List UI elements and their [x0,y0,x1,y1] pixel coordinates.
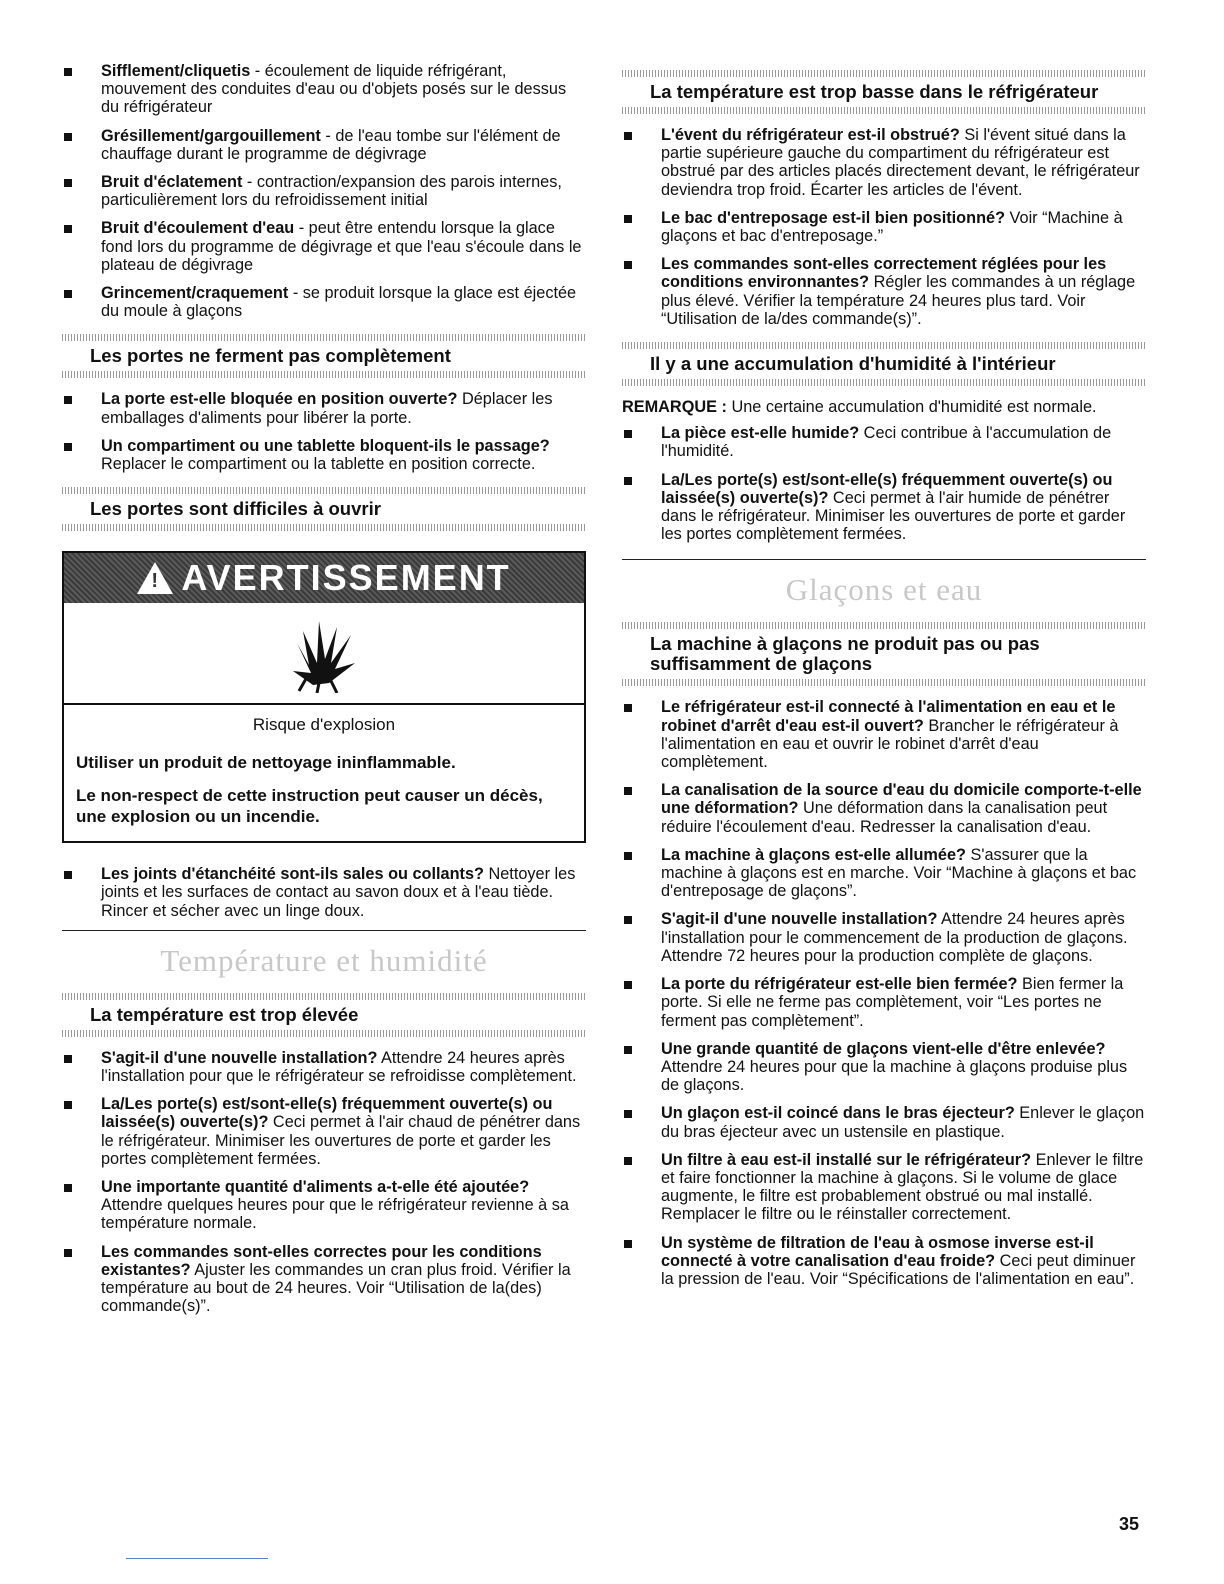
temp-low-list [622,126,1146,328]
warning-header [64,553,584,603]
item-question: S'agit-il d'une nouvelle installation? [661,910,938,929]
topic-header-temperature [62,930,586,979]
item-question: S'agit-il d'une nouvelle installation? [101,1048,378,1067]
list-item [622,424,1146,460]
list-item [622,1104,1146,1140]
section-header-doors-not-close [62,334,586,378]
item-answer: Régler les commandes à un réglage plus élevé. Vérifier la température 24 heures plus tard. Voir “Utilisation de la/des commande(s)”. [661,273,1136,328]
item-question: La porte du réfrigérateur est-elle bien fermée? [661,975,1018,994]
list-item [62,437,586,473]
section-title: Les portes sont difficiles à ouvrir [90,498,381,520]
item-question: Le réfrigérateur est-il connecté à l'alimentation en eau et le robinet d'arrêt d'eau est-il ouvert? [661,698,1116,735]
warning-triangle-icon: ! [137,562,173,594]
warning-consequence: Le non-respect de cette instruction peut causer un décès, une explosion ou un incendie. [76,786,543,827]
list-item [622,1151,1146,1224]
noise-list [62,62,586,320]
warning-box [62,551,586,843]
list-item [62,219,586,274]
section-header-temp-high [62,993,586,1037]
item-question: Grésillement/gargouillement [101,126,321,145]
humidity-note [622,398,1146,416]
list-item [622,255,1146,328]
item-question: Les joints d'étanchéité sont-ils sales ou collants? [101,865,484,884]
list-item [622,1040,1146,1095]
item-answer: Ceci permet à l'air chaud de pénétrer dans le réfrigérateur. Minimiser les ouvertures de porte et garder les portes complètement fermées. [101,1113,581,1168]
right-column [622,62,1146,1298]
list-item [622,910,1146,965]
item-question: Une grande quantité de glaçons vient-elle d'être enlevée? [661,1039,1106,1058]
humidity-list [622,424,1146,543]
item-question: Sifflement/cliquetis [101,62,251,80]
item-question: La canalisation de la source d'eau du domicile comporte-t-elle une déformation? [661,781,1142,818]
section-header-humidity [622,342,1146,386]
list-item [622,698,1146,771]
list-item [62,1243,586,1316]
note-text: Une certaine accumulation d'humidité est normale. [726,398,1097,417]
item-answer: Une déformation dans la canalisation peut réduire l'écoulement d'eau. Redresser la canalisation d'eau. [661,799,1108,836]
section-title: La température est trop élevée [90,1003,359,1025]
topic-header-ice [622,559,1146,608]
item-answer: Attendre quelques heures pour que le réfrigérateur revienne à sa température normale. [101,1196,569,1233]
item-question: L'évent du réfrigérateur est-il obstrué? [661,126,960,144]
section-title: Il y a une accumulation d'humidité à l'intérieur [650,353,1056,375]
item-answer: Attendre 24 heures après l'installation pour le commencement de la production de glaçons. Attendre 72 heures pour la production complète de glaçons. [661,910,1128,965]
section-header-ice [622,622,1146,686]
item-answer: - peut être entendu lorsque la glace fond lors du programme de dégivrage et que l'eau s'écoule dans le plateau de dégivrage [101,219,582,274]
list-item [62,127,586,163]
note-label: REMARQUE : [622,398,727,417]
item-answer: Ajuster les commandes un cran plus froid. Vérifier la température au bout de 24 heures. Voir “Utilisation de la(des) commande(s)”. [101,1260,571,1316]
item-answer: Si l'évent situé dans la partie supérieure gauche du compartiment du réfrigérateur est obstrué par des articles placés directement devant, le réfrigérateur deviendra trop froid. Écarter les articles de l'évent. [661,126,1140,199]
list-item [622,471,1146,544]
doors-not-close-list [62,390,586,473]
item-answer: Bien fermer la porte. Si elle ne ferme pas complètement, voir “Les portes ne ferment pas complètement”. [661,975,1124,1030]
list-item [62,1095,586,1168]
item-question: Bruit d'éclatement [101,173,243,192]
item-question: La pièce est-elle humide? [661,424,860,443]
item-answer: Attendre 24 heures après l'installation pour que le réfrigérateur se refroidisse complètement. [101,1048,577,1086]
item-question: Les commandes sont-elles correctes pour les conditions existantes? [101,1242,542,1279]
item-answer: Enlever le filtre et faire fonctionner la machine à glaçons. Si le volume de glace augmente, le filtre est probablement obstrué ou mal installé. Remplacer le filtre ou le réinstaller correctement. [661,1150,1144,1224]
item-question: La/Les porte(s) est/sont-elle(s) fréquemment ouverte(s) ou laissée(s) ouverte(s)? [661,470,1113,507]
list-item [62,284,586,320]
item-answer: Nettoyer les joints et les surfaces de contact au savon doux et à l'eau tiède. Rincer et sécher avec un linge doux. [101,865,576,920]
list-item [62,173,586,209]
item-answer: Ceci contribue à l'accumulation de l'humidité. [661,424,1112,461]
item-answer: Attendre 24 heures pour que la machine à glaçons produise plus de glaçons. [661,1057,1128,1095]
section-header-doors-hard [62,487,586,531]
item-answer: - écoulement de liquide réfrigérant, mouvement des conduites d'eau ou d'objets posés sur le dessus du réfrigérateur [101,62,567,117]
warning-pictogram [64,603,584,705]
section-title: Les portes ne ferment pas complètement [90,345,451,367]
item-answer: Replacer le compartiment ou la tablette en position correcte. [101,455,536,474]
item-question: Bruit d'écoulement d'eau [101,219,295,238]
gaskets-list [62,865,586,920]
list-item [62,1178,586,1233]
item-question: Le bac d'entreposage est-il bien positionné? [661,208,1006,227]
item-question: Un système de filtration de l'eau à osmose inverse est-il connecté à votre canalisation d'eau froide? [661,1233,1094,1270]
list-item [622,781,1146,836]
section-header-temp-low [622,70,1146,114]
warning-title: AVERTISSEMENT [181,557,511,599]
item-answer: Ceci peut diminuer la pression de l'eau. Voir “Spécifications de l'alimentation en eau”. [661,1251,1136,1288]
left-column [62,62,586,1326]
warning-risk: Risque d'explosion [252,715,396,735]
list-item [622,846,1146,901]
page-number: 35 [1119,1514,1140,1534]
topic-title: Glaçons et eau [785,572,983,608]
item-answer: - contraction/expansion des parois internes, particulièrement lors du refroidissement initial [101,173,562,210]
list-item [622,1234,1146,1289]
item-answer: - se produit lorsque la glace est éjectée du moule à glaçons [101,284,577,321]
item-answer: Ceci permet à l'air humide de pénétrer dans le réfrigérateur. Minimiser les ouvertures de porte et garder les portes complètement fermées. [661,488,1126,544]
section-title: La température est trop basse dans le réfrigérateur [650,81,1099,102]
list-item [622,209,1146,245]
section-title: La machine à glaçons ne produit pas ou pas suffisamment de glaçons [650,633,1040,675]
item-question: Un glaçon est-il coincé dans le bras éjecteur? [661,1104,1015,1123]
list-item [622,126,1146,199]
footer-rule [126,1558,268,1559]
item-question: Un filtre à eau est-il installé sur le réfrigérateur? [661,1150,1032,1169]
ice-list [622,698,1146,1288]
item-answer: Brancher le réfrigérateur à l'alimentation en eau et ouvrir le robinet d'arrêt d'eau complètement. [661,716,1119,772]
item-question: Un compartiment ou une tablette bloquent-ils le passage? [101,436,550,455]
item-answer: - de l'eau tombe sur l'élément de chauffage durant le programme de dégivrage [101,126,561,163]
warning-instruction: Utiliser un produit de nettoyage ininflammable. [76,753,456,773]
topic-title: Température et humidité [160,942,488,978]
item-question: La machine à glaçons est-elle allumée? [661,845,966,864]
list-item [62,62,586,117]
item-question: Grincement/craquement [101,284,289,303]
item-answer: S'assurer que la machine à glaçons est en marche. Voir “Machine à glaçons et bac d'entreposage de glaçons”. [661,845,1137,901]
item-answer: Voir “Machine à glaçons et bac d'entreposage.” [661,208,1123,246]
warning-body [64,705,584,841]
item-question: La porte est-elle bloquée en position ouverte? [101,390,458,409]
item-question: Les commandes sont-elles correctement réglées pour les conditions environnantes? [661,255,1107,292]
item-answer: Enlever le glaçon du bras éjecteur avec un ustensile en plastique. [661,1104,1145,1141]
item-question: Une importante quantité d'aliments a-t-elle été ajoutée? [101,1178,530,1197]
temp-high-list [62,1049,586,1316]
list-item [62,1049,586,1085]
list-item [62,390,586,426]
item-answer: Déplacer les emballages d'aliments pour libérer la porte. [101,390,553,427]
list-item [622,975,1146,1030]
explosion-icon [289,613,359,693]
list-item [62,865,586,920]
item-question: La/Les porte(s) est/sont-elle(s) fréquemment ouverte(s) ou laissée(s) ouverte(s)? [101,1095,553,1132]
